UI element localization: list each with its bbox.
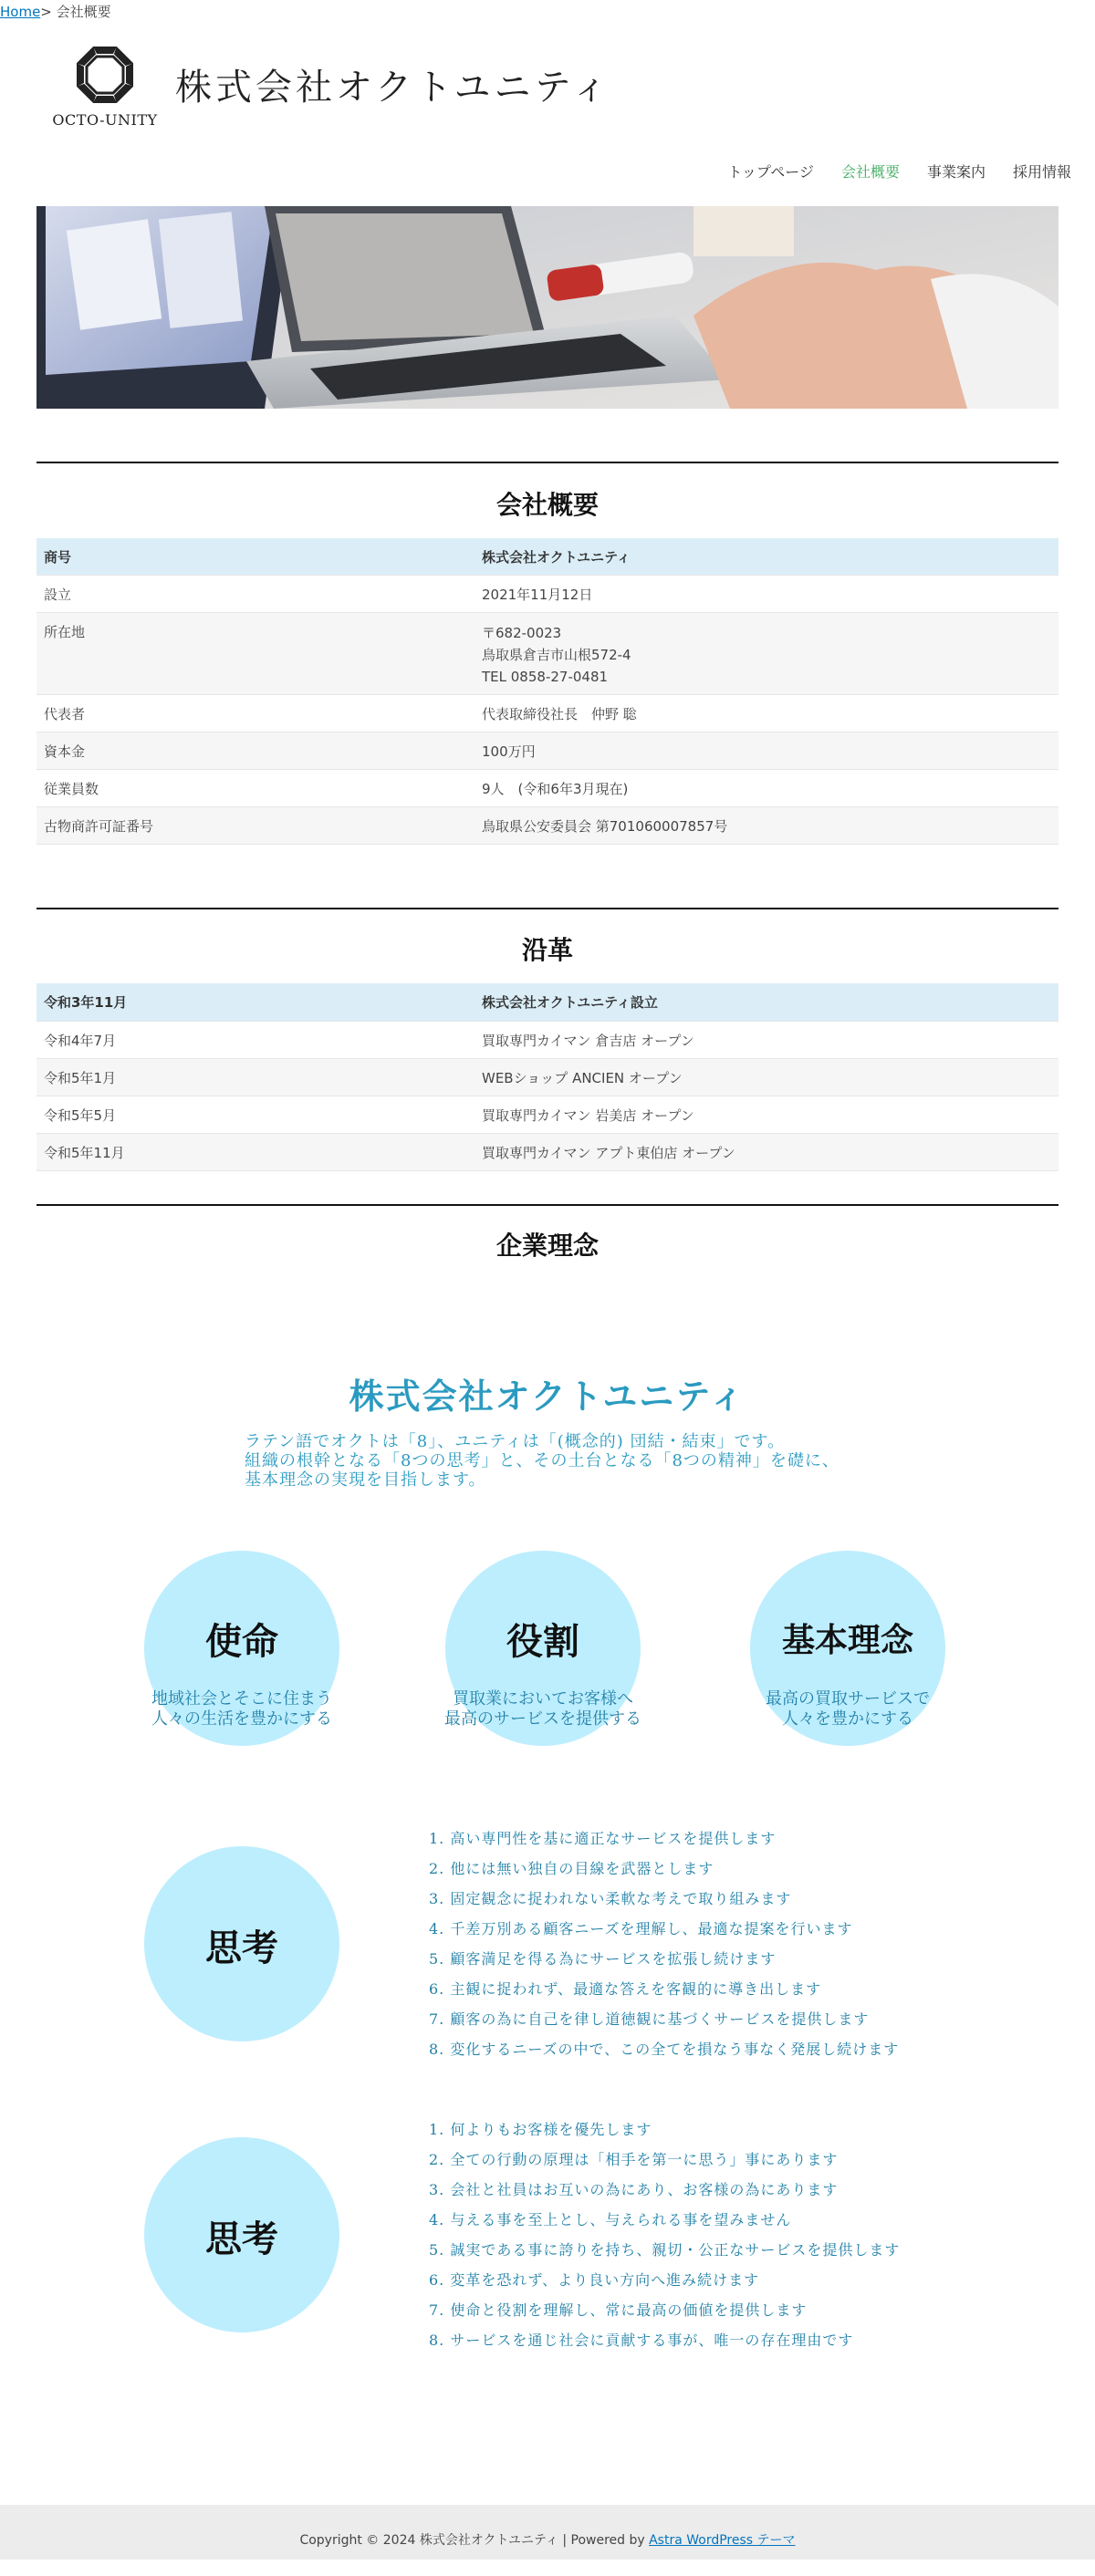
philosophy-brand: 株式会社オクトユニティ bbox=[349, 1376, 746, 1417]
list-item: 5. 顧客満足を得る為にサービスを拡張し続けます bbox=[429, 1950, 777, 1968]
list-item: 3. 固定観念に捉われない柔軟な考えで取り組みます bbox=[429, 1890, 792, 1907]
address-tel: TEL 0858-27-0481 bbox=[482, 668, 609, 685]
overview-value: 代表取締役社長 仲野 聡 bbox=[474, 694, 1058, 732]
table-row bbox=[36, 538, 1058, 575]
breadcrumb-separator: > bbox=[40, 4, 52, 20]
table-row bbox=[36, 612, 1058, 694]
history-date: 令和5年5月 bbox=[36, 1096, 474, 1133]
intro-line: ラテン語でオクトは「8」、ユニティは「(概念的) 団結・結束」です。 bbox=[245, 1432, 786, 1451]
history-event: 買取専門カイマン 倉吉店 オープン bbox=[474, 1021, 1058, 1058]
list-item: 6. 主観に捉われず、最適な答えを客観的に導き出します bbox=[429, 1980, 822, 1998]
list-item: 1. 高い専門性を基に適正なサービスを提供します bbox=[429, 1830, 777, 1847]
list-item: 8. 変化するニーズの中で、この全てを損なう事なく発展し続けます bbox=[429, 2041, 900, 2058]
table-row bbox=[36, 732, 1058, 769]
overview-label: 古物商許可証番号 bbox=[36, 806, 474, 844]
mission-text-line: 地域社会とそこに住まう bbox=[151, 1689, 332, 1709]
history-title: 沿革 bbox=[521, 935, 573, 965]
history-date: 令和5年11月 bbox=[36, 1133, 474, 1170]
overview-value: 株式会社オクトユニティ bbox=[474, 538, 1058, 575]
list-item: 2. 全ての行動の原理は「相手を第一に思う」事にあります bbox=[429, 2151, 839, 2168]
address-postal: 〒682-0023 bbox=[482, 624, 562, 641]
list-item: 2. 他には無い独自の目線を武器とします bbox=[429, 1860, 714, 1877]
list-item: 5. 誠実である事に誇りを持ち、親切・公正なサービスを提供します bbox=[429, 2241, 901, 2259]
role-text-line: 最高のサービスを提供する bbox=[444, 1709, 641, 1729]
mission-text-line: 人々の生活を豊かにする bbox=[151, 1709, 332, 1729]
intro-line: 組織の根幹となる「8つの思考」と、その土台となる「8つの精神」を礎に、 bbox=[245, 1451, 840, 1470]
list-item: 4. 与える事を至上とし、与えられる事を望みません bbox=[429, 2211, 792, 2228]
history-event: 株式会社オクトユニティ設立 bbox=[474, 983, 1058, 1021]
overview-value: 2021年11月12日 bbox=[474, 575, 1058, 612]
principle-text bbox=[734, 1689, 962, 1729]
mission-title: 使命 bbox=[205, 1620, 278, 1663]
role-text bbox=[424, 1689, 662, 1729]
list-item: 3. 会社と社員はお互いの為にあり、お客様の為にあります bbox=[429, 2181, 839, 2198]
list-item: 8. サービスを通じ社会に貢献する事が、唯一の存在理由です bbox=[429, 2332, 854, 2349]
spirit-list bbox=[429, 2120, 900, 2361]
overview-value: 9人 (令和6年3月現在) bbox=[474, 769, 1058, 806]
breadcrumb-home-link[interactable]: Home bbox=[0, 4, 41, 20]
philosophy-intro bbox=[245, 1432, 902, 1490]
history-divider bbox=[36, 908, 1058, 909]
overview-label: 代表者 bbox=[36, 694, 474, 732]
mission-text bbox=[128, 1689, 356, 1729]
table-row bbox=[36, 1021, 1058, 1058]
octo-unity-logo-icon bbox=[46, 40, 164, 109]
list-item: 4. 千差万別ある顧客ニーズを理解し、最適な提案を行います bbox=[429, 1920, 853, 1937]
table-row bbox=[36, 575, 1058, 612]
table-row bbox=[36, 1096, 1058, 1133]
history-date: 令和4年7月 bbox=[36, 1021, 474, 1058]
overview-label: 従業員数 bbox=[36, 769, 474, 806]
thinking-list bbox=[429, 1829, 899, 2070]
main-nav bbox=[727, 161, 1071, 182]
overview-label: 商号 bbox=[36, 538, 474, 575]
table-row bbox=[36, 769, 1058, 806]
site-logo[interactable] bbox=[46, 40, 164, 131]
breadcrumb bbox=[0, 2, 111, 21]
nav-item-company[interactable]: 会社概要 bbox=[840, 163, 900, 181]
role-text-line: 買取業においてお客様へ bbox=[453, 1689, 633, 1709]
overview-title: 会社概要 bbox=[495, 490, 599, 520]
site-footer bbox=[0, 2505, 1095, 2560]
thinking-title: 思考 bbox=[205, 1927, 278, 1969]
spirit-circle bbox=[144, 2137, 339, 2332]
footer-copyright: Copyright © 2024 株式会社オクトユニティ | Powered by bbox=[299, 2533, 645, 2548]
site-title[interactable]: 株式会社オクトユニティ bbox=[175, 67, 612, 109]
address-street: 鳥取県倉吉市山根572-4 bbox=[482, 646, 631, 663]
principle-text-line: 最高の買取サービスで bbox=[766, 1689, 930, 1709]
history-table bbox=[36, 983, 1058, 1171]
overview-label: 設立 bbox=[36, 575, 474, 612]
breadcrumb-current: 会社概要 bbox=[56, 4, 111, 20]
overview-value: 鳥取県公安委員会 第701060007857号 bbox=[474, 806, 1058, 844]
overview-divider bbox=[36, 462, 1058, 463]
list-item: 6. 変革を恐れず、より良い方向へ進み続けます bbox=[429, 2271, 760, 2289]
footer-theme-link[interactable]: Astra WordPress テーマ bbox=[649, 2533, 796, 2548]
overview-value: 100万円 bbox=[474, 732, 1058, 769]
philosophy-divider bbox=[36, 1204, 1058, 1206]
principle-title: 基本理念 bbox=[781, 1621, 913, 1659]
nav-item-business[interactable]: 事業案内 bbox=[926, 163, 986, 181]
logo-text: OCTO-UNITY bbox=[52, 111, 158, 129]
principle-text-line: 人々を豊かにする bbox=[782, 1709, 913, 1729]
spirit-title: 思考 bbox=[205, 2218, 278, 2260]
list-item: 7. 使命と役割を理解し、常に最高の価値を提供します bbox=[429, 2301, 808, 2319]
history-date: 令和3年11月 bbox=[36, 983, 474, 1021]
intro-line: 基本理念の実現を目指します。 bbox=[245, 1470, 486, 1490]
table-row bbox=[36, 1133, 1058, 1170]
history-event: 買取専門カイマン アプト東伯店 オープン bbox=[474, 1133, 1058, 1170]
nav-item-recruit[interactable]: 採用情報 bbox=[1012, 163, 1071, 181]
overview-label: 資本金 bbox=[36, 732, 474, 769]
nav-item-top[interactable]: トップページ bbox=[727, 163, 814, 181]
table-row bbox=[36, 694, 1058, 732]
philosophy-title: 企業理念 bbox=[495, 1231, 599, 1261]
list-item: 7. 顧客の為に自己を律し道徳観に基づくサービスを提供します bbox=[429, 2010, 870, 2028]
table-row bbox=[36, 806, 1058, 844]
history-event: 買取専門カイマン 岩美店 オープン bbox=[474, 1096, 1058, 1133]
history-event: WEBショップ ANCIEN オープン bbox=[474, 1058, 1058, 1096]
history-date: 令和5年1月 bbox=[36, 1058, 474, 1096]
thinking-circle bbox=[144, 1846, 339, 2041]
role-title: 役割 bbox=[506, 1620, 579, 1663]
overview-table bbox=[36, 538, 1058, 845]
list-item: 1. 何よりもお客様を優先します bbox=[429, 2121, 652, 2138]
table-row bbox=[36, 983, 1058, 1021]
hero-image bbox=[36, 206, 1058, 409]
table-row bbox=[36, 1058, 1058, 1096]
overview-label: 所在地 bbox=[36, 612, 474, 694]
overview-value-address bbox=[474, 612, 1058, 694]
